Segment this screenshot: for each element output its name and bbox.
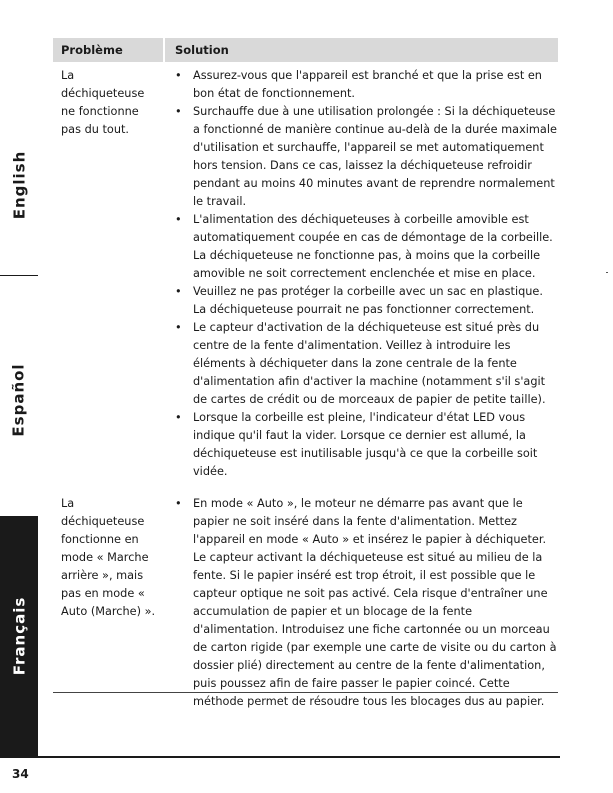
footer-rule xyxy=(0,756,560,758)
margin-tick xyxy=(606,272,608,273)
troubleshooting-table xyxy=(53,38,558,711)
table-bottom-rule xyxy=(53,692,558,693)
header-solution: Solution xyxy=(175,43,229,57)
solution-item: • Assurez-vous que l'appareil est branché et que la prise est en bon état de fonctionnement. xyxy=(175,67,558,103)
table-header xyxy=(53,38,558,62)
language-tab-label: English xyxy=(10,150,28,220)
solution-cell xyxy=(165,67,558,481)
solution-list xyxy=(175,67,558,481)
solution-item: • L'alimentation des déchiqueteuses à corbeille amovible est automatiquement coupée en cas de démontage de la corbeille. La déchiqueteuse ne fonctionne pas, à moins que la corbeille amovible ne soit correctement enclenchée et mise en place. xyxy=(175,211,558,283)
problem-cell: La déchiqueteuse fonctionne en mode « Marche arrière », mais pas en mode « Auto (Marche) ». xyxy=(61,497,156,618)
solution-item: • Le capteur d'activation de la déchiqueteuse est situé près du centre de la fente d'alimentation. Veillez à introduire les éléments à déchiqueter dans la zone centrale de la fente d'alimentation afin d'activer la machine (notamment s'il s'agit de cartes de crédit ou de morceaux de papier de petite taille). xyxy=(175,319,558,409)
solution-item: • Lorsque la corbeille est pleine, l'indicateur d'état LED vous indique qu'il faut la vider. Lorsque ce dernier est allumé, la déchiqueteuse est inutilisable jusqu'à ce que la corbeille soit vidée. xyxy=(175,409,558,481)
language-tab-label: Français xyxy=(10,596,29,676)
language-tab-label: Español xyxy=(10,363,29,437)
solution-item: • Veuillez ne pas protéger la corbeille avec un sac en plastique. La déchiqueteuse pourrait ne pas fonctionner correctement. xyxy=(175,283,558,319)
solution-item: • Surchauffe due à une utilisation prolongée : Si la déchiqueteuse a fonctionné de manière continue au-delà de la durée maximale d'utilisation et surchauffe, l'appareil se met automatiquement hors tension. Dans ce cas, laissez la déchiqueteuse refroidir pendant au moins 40 minutes avant de reprendre normalement le travail. xyxy=(175,103,558,211)
language-tab-francais xyxy=(0,516,38,756)
header-problem: Problème xyxy=(53,38,165,62)
table-row xyxy=(53,495,558,711)
language-tabs xyxy=(0,0,38,793)
solution-cell xyxy=(165,495,558,711)
language-tab-english xyxy=(0,100,38,270)
solution-list xyxy=(175,495,558,711)
table-row xyxy=(53,67,558,481)
language-tab-espanol xyxy=(0,290,38,510)
problem-cell: La déchiqueteuse ne fonctionne pas du tout. xyxy=(61,69,145,136)
page-number: 34 xyxy=(12,767,29,781)
tab-divider xyxy=(0,275,38,276)
solution-item: • En mode « Auto », le moteur ne démarre pas avant que le papier ne soit inséré dans la fente d'alimentation. Mettez l'appareil en mode « Auto » et insérez le papier à déchiqueter. Le capteur activant la déchiqueteuse est situé au milieu de la fente. Si le papier inséré est trop étroit, il est possible que le capteur optique ne soit pas activé. Cela risque d'entraîner une accumulation de papier et un blocage de la fente d'alimentation. Introduisez une fiche cartonnée ou un morceau de carton rigide (par exemple une carte de visite ou du carton à dossier plié) directement au centre de la fente d'alimentation, puis poussez afin de faire passer le papier coincé. Cette méthode permet de résoudre tous les blocages dus au papier. xyxy=(175,495,558,711)
